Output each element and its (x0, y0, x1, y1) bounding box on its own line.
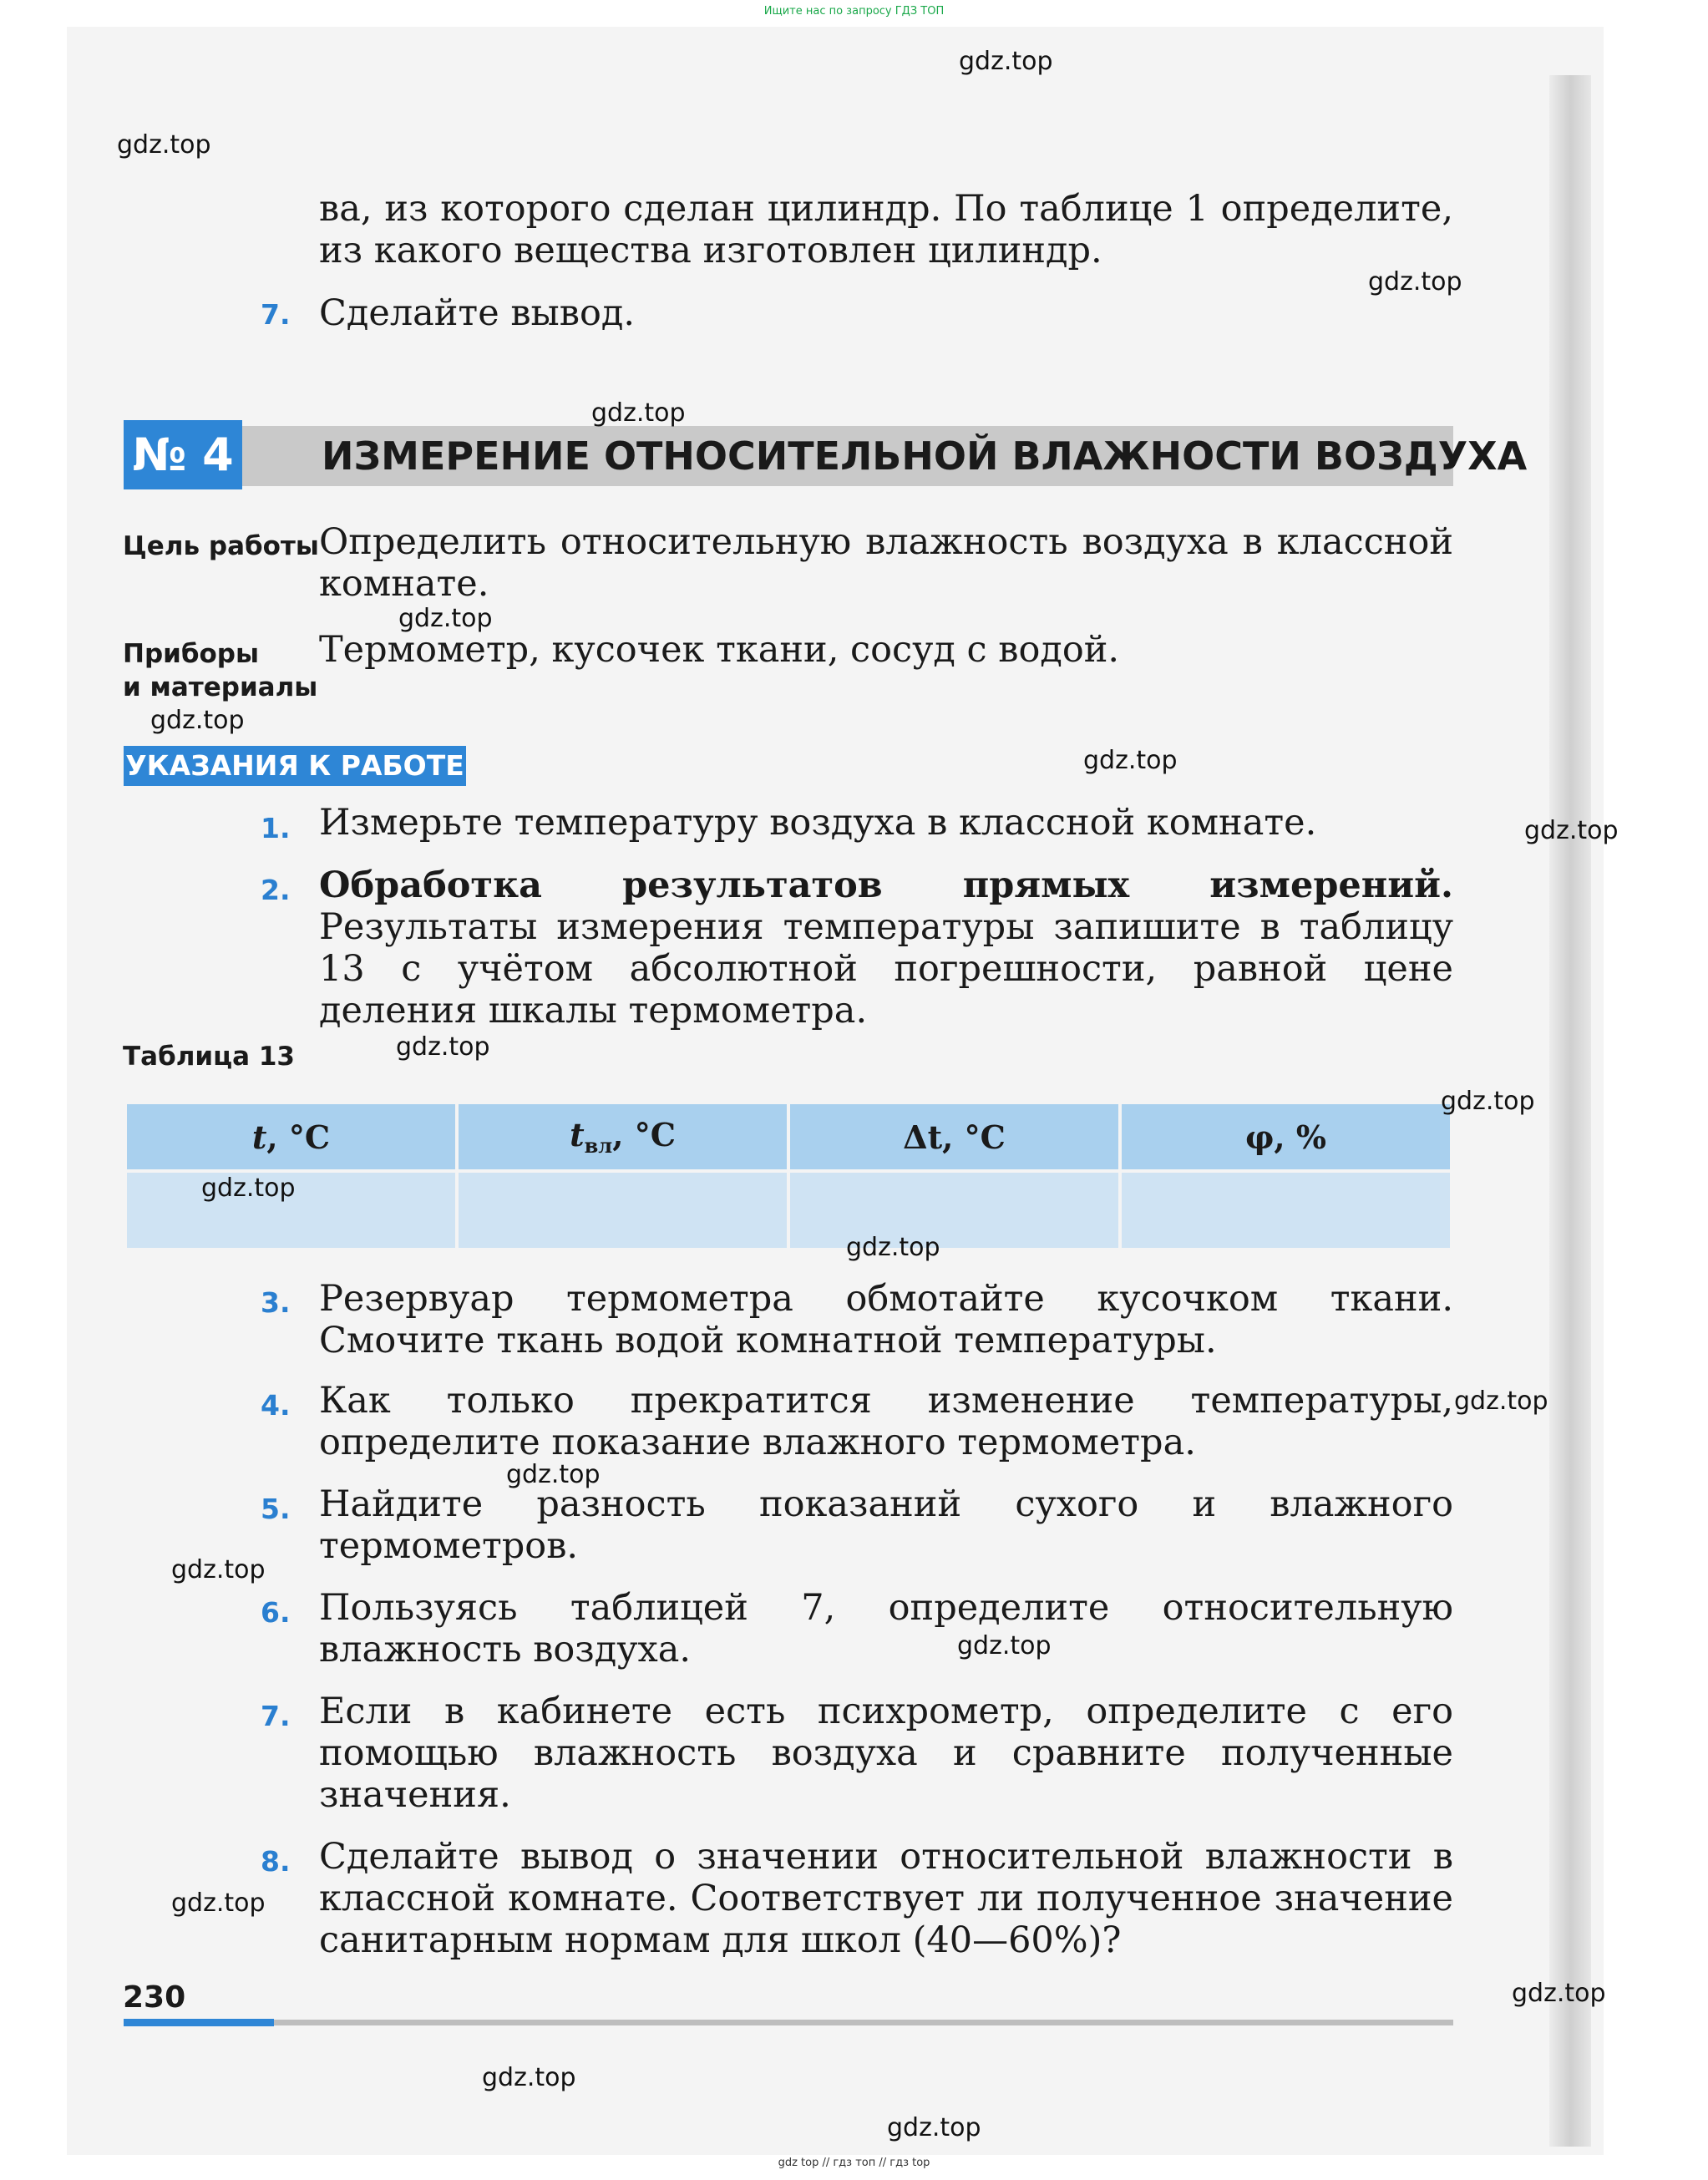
col-humidity: φ, % (1120, 1103, 1452, 1171)
step-bold-lead: Обработка результатов прямых измерений. (319, 864, 1453, 906)
watermark: gdz.top (482, 2063, 576, 2092)
table-cell[interactable] (788, 1171, 1120, 1250)
step-number: 3. (261, 1286, 291, 1319)
watermark: gdz.top (171, 1555, 266, 1584)
table-row (125, 1171, 1452, 1250)
intro-step-text: Сделайте вывод. (319, 292, 636, 334)
step-text: Измерьте температуру воздуха в классной комнате. (319, 802, 1317, 844)
results-table (124, 1101, 1453, 1251)
lab-number-badge: № 4 (124, 420, 242, 489)
top-banner[interactable]: Ищите нас по запросу ГДЗ ТОП (763, 5, 945, 18)
materials-label-line1: Приборы (123, 639, 260, 669)
watermark: gdz.top (506, 1460, 601, 1489)
step-number: 6. (261, 1596, 291, 1629)
watermark: gdz.top (1524, 816, 1619, 845)
step-text: Как только прекратится изменение температуры, определите показание влажного термометра. (319, 1380, 1453, 1463)
watermark: gdz.top (171, 1888, 266, 1918)
step-text: Резервуар термометра обмотайте кусочком ткани. Смочите ткань водой комнатной температуры. (319, 1278, 1453, 1361)
materials-label (123, 637, 317, 704)
watermark: gdz.top (957, 1631, 1052, 1660)
instructions-header: УКАЗАНИЯ К РАБОТЕ (124, 746, 466, 786)
watermark: gdz.top (150, 706, 245, 735)
watermark: gdz.top (1512, 1979, 1606, 2008)
step-text-rest: Результаты измерения температуры запишите в таблицу 13 с учётом абсолютной погрешности, равной цене деления шкалы термометра. (319, 906, 1453, 1032)
lab-title: ИЗМЕРЕНИЕ ОТНОСИТЕЛЬНОЙ ВЛАЖНОСТИ ВОЗДУХА (322, 433, 1528, 479)
table-cell[interactable] (1120, 1171, 1452, 1250)
watermark: gdz.top (1083, 746, 1178, 775)
watermark: gdz.top (396, 1032, 490, 1062)
watermark: gdz.top (398, 604, 493, 633)
step-number: 2. (261, 874, 291, 906)
footer-rule (274, 2020, 1453, 2025)
bottom-banner[interactable]: gdz top // гдз топ // гдз top (778, 2157, 930, 2169)
col-wet-temperature: $t_{вл}$, °C (457, 1103, 788, 1171)
step-text (319, 864, 1453, 1032)
goal-label: Цель работы (123, 531, 319, 561)
step-number: 8. (261, 1845, 291, 1878)
step-number: 4. (261, 1389, 291, 1422)
watermark: gdz.top (201, 1174, 296, 1203)
step-text: Найдите разность показаний сухого и влажного термометров. (319, 1483, 1453, 1567)
watermark: gdz.top (959, 47, 1053, 76)
watermark: gdz.top (591, 398, 686, 428)
step-text: Пользуясь таблицей 7, определите относительную влажность воздуха. (319, 1587, 1453, 1670)
materials-text: Термометр, кусочек ткани, сосуд с водой. (319, 629, 1120, 671)
goal-text: Определить относительную влажность воздуха в классной комнате. (319, 521, 1453, 605)
materials-label-line2: и материалы (123, 672, 318, 702)
footer-rule-accent (124, 2019, 274, 2026)
watermark: gdz.top (846, 1233, 940, 1262)
table-caption: Таблица 13 (123, 1042, 295, 1072)
step-text: Если в кабинете есть психрометр, определите с его помощью влажность воздуха и сравните полученные значения. (319, 1691, 1453, 1816)
page-fold-shadow (1549, 75, 1591, 2147)
watermark: gdz.top (1368, 267, 1462, 297)
col-temperature: t, °C (125, 1103, 457, 1171)
watermark: gdz.top (887, 2113, 981, 2142)
watermark: gdz.top (1441, 1087, 1535, 1116)
intro-step-number: 7. (261, 298, 291, 331)
page-number: 230 (123, 1980, 186, 2015)
step-number: 5. (261, 1493, 291, 1525)
table-cell[interactable] (457, 1171, 788, 1250)
step-text: Сделайте вывод о значении относительной влажности в классной комнате. Соответствует ли полученное значение санитарным нормам для школ (40—60%)? (319, 1836, 1453, 1961)
col-temperature-difference: Δt, °C (788, 1103, 1120, 1171)
watermark: gdz.top (1454, 1387, 1548, 1416)
step-number: 7. (261, 1700, 291, 1732)
table-header-row (125, 1103, 1452, 1171)
step-number: 1. (261, 812, 291, 844)
intro-paragraph: ва, из которого сделан цилиндр. По таблице 1 определите, из какого вещества изготовлен цилиндр. (319, 188, 1453, 271)
watermark: gdz.top (117, 130, 211, 160)
